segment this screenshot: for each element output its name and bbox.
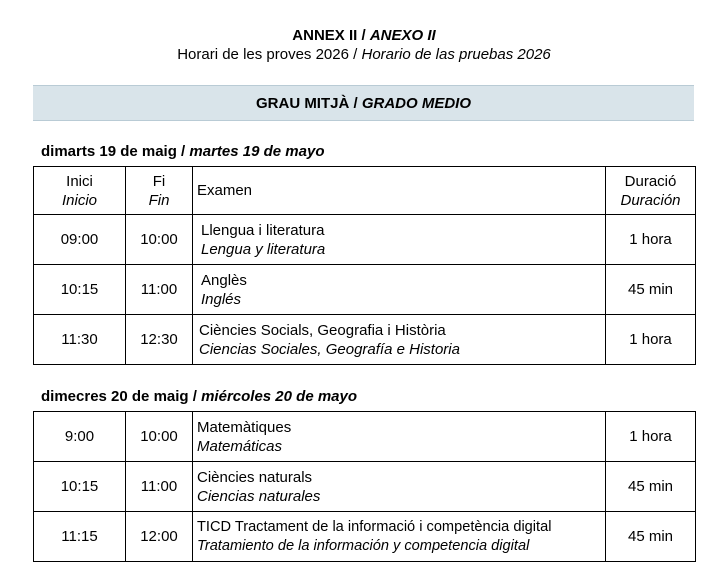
start-time: 09:00 [34,215,126,265]
start-time: 11:15 [34,512,126,562]
exam-name-ca: Llengua i literatura [201,221,325,239]
table-row [34,512,696,562]
schedule-table [33,166,696,365]
header-duration-ca: Duració [624,172,677,190]
duration: 1 hora [606,412,696,462]
table-row [34,412,696,462]
exam-name-ca: Matemàtiques [197,418,292,436]
exam-name-ca: TICD Tractament de la informació i competència digital [197,518,552,535]
end-time: 11:00 [126,462,193,512]
exam-name-es: Ciencias Sociales, Geografía e Historia [199,340,460,358]
end-time: 12:00 [126,512,193,562]
header-end-es: Fin [148,191,170,209]
table-header-row [34,167,696,215]
exam-name-es: Tratamiento de la información y competencia digital [197,537,530,554]
banner-separator: / [349,95,362,112]
banner-ca: GRAU MITJÀ [255,95,350,112]
document-title [0,27,728,44]
duration: 45 min [606,512,696,562]
table-row [34,462,696,512]
start-time: 10:15 [34,265,126,315]
header-duration [606,167,696,215]
day-heading [41,388,357,405]
duration: 45 min [606,265,696,315]
start-time: 10:15 [34,462,126,512]
exam-name-ca: Anglès [201,271,247,289]
header-start [34,167,126,215]
day-label-es: martes 19 de mayo [189,143,325,160]
end-time: 10:00 [126,215,193,265]
subtitle-es: Horario de las pruebas 2026 [361,46,551,63]
title-es: ANEXO II [369,27,436,44]
header-duration-es: Duración [620,191,681,209]
section-banner [33,85,694,121]
header-end [126,167,193,215]
header-start-es: Inicio [61,191,98,209]
title-ca: ANNEX II [292,27,358,44]
exam-name-ca: Ciències naturals [197,468,313,486]
end-time: 12:30 [126,315,193,365]
day-heading [41,143,324,160]
exam-name-ca: Ciències Socials, Geografia i Història [199,321,446,339]
header-start-ca: Inici [66,172,93,190]
exam-name-es: Matemáticas [197,437,283,455]
day-separator: / [176,143,190,160]
subtitle-separator: / [348,46,362,63]
start-time: 9:00 [34,412,126,462]
table-row [34,315,696,365]
banner-es: GRADO MEDIO [361,95,472,112]
exam-cell [193,315,606,365]
exam-name-es: Ciencias naturales [197,487,321,505]
day-label-ca: dimecres 20 de maig [41,388,189,405]
end-time: 11:00 [126,265,193,315]
exam-cell [193,462,606,512]
day-separator: / [188,388,202,405]
duration: 1 hora [606,315,696,365]
title-separator: / [357,27,370,44]
exam-cell [193,412,606,462]
exam-name-es: Lengua y literatura [201,240,326,258]
duration: 1 hora [606,215,696,265]
exam-name-es: Inglés [201,290,242,308]
document-subtitle [0,46,728,63]
header-exam: Examen [193,167,606,215]
table-row [34,265,696,315]
exam-cell [193,265,606,315]
exam-cell [193,512,606,562]
day-label-ca: dimarts 19 de maig [41,143,177,160]
table-row [34,215,696,265]
start-time: 11:30 [34,315,126,365]
header-end-ca: Fi [152,172,166,190]
end-time: 10:00 [126,412,193,462]
day-label-es: miércoles 20 de mayo [201,388,358,405]
duration: 45 min [606,462,696,512]
exam-cell [193,215,606,265]
schedule-table [33,411,696,562]
subtitle-ca: Horari de les proves 2026 [177,46,349,63]
